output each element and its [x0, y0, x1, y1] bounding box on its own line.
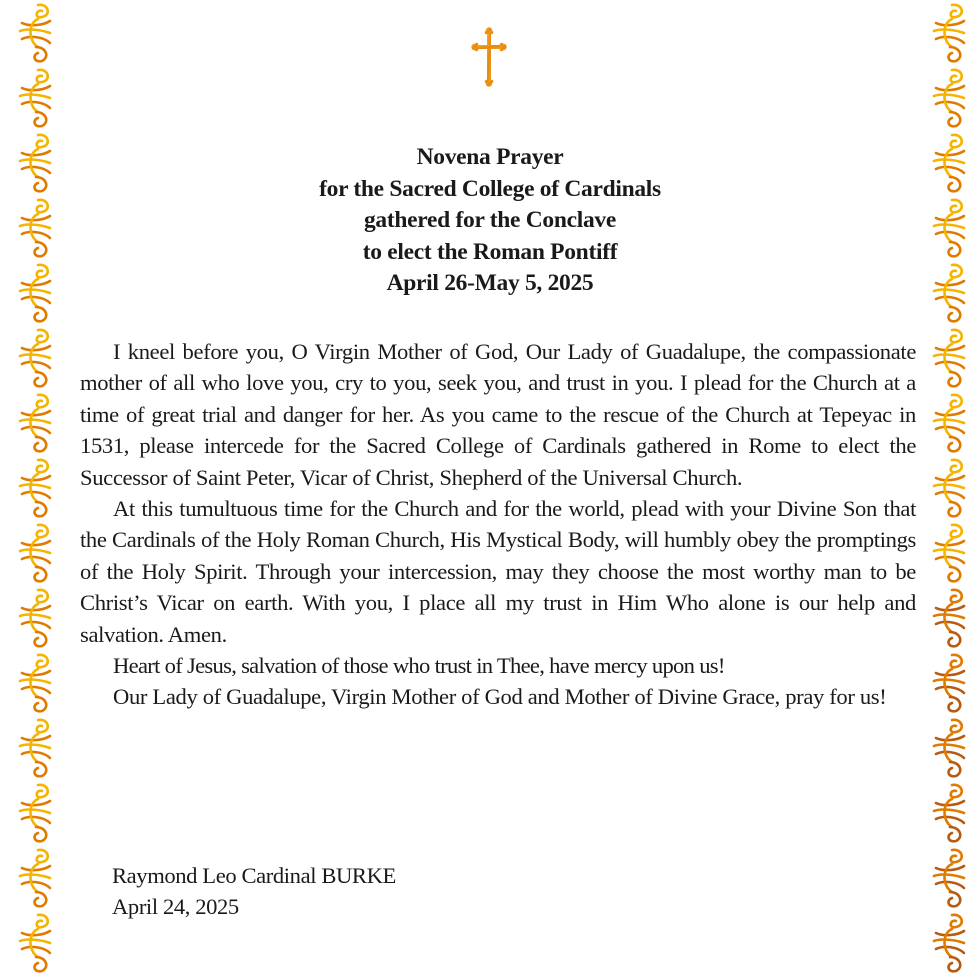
title-line: Novena Prayer [416, 144, 564, 170]
scroll-flourish-icon [14, 521, 54, 585]
signature-block [112, 860, 396, 923]
scroll-flourish-icon [14, 651, 54, 715]
scroll-flourish-icon [928, 391, 968, 455]
scroll-flourish-icon [928, 781, 968, 845]
title-line: to elect the Roman Pontiff [362, 238, 618, 265]
title-date: April 26-May 5, 2025 [386, 270, 594, 296]
scroll-flourish-icon [928, 586, 968, 650]
prayer-paragraph: At this tumultuous time for the Church and for the world, plead with your Divine Son that the Cardinals of the Holy Roman Church, His Mystical Body, will humbly obey the promptings of the Holy Spirit. Through your intercession, may they choose the most worthy man to be Christ’s Vicar on earth. With you, I place all my trust in Him Who alone is our help and salvation. Amen. [80, 496, 916, 647]
scroll-flourish-icon [14, 781, 54, 845]
invocation-heart-of-jesus: Heart of Jesus, salvation of those who trust in Thee, have mercy upon us! [113, 653, 725, 679]
scroll-flourish-icon [14, 586, 54, 650]
scroll-flourish-icon [928, 846, 968, 910]
scroll-flourish-icon [928, 521, 968, 585]
scroll-flourish-icon [14, 66, 54, 130]
scroll-flourish-icon [14, 716, 54, 780]
scroll-flourish-icon [14, 846, 54, 910]
scroll-flourish-icon [14, 456, 54, 520]
signature-date: April 24, 2025 [112, 894, 239, 920]
scroll-flourish-icon [14, 391, 54, 455]
scroll-flourish-icon [928, 66, 968, 130]
prayer-paragraph: I kneel before you, O Virgin Mother of God, Our Lady of Guadalupe, the compassionate mother of all who love you, cry to you, seek you, and trust in you. I plead for the Church at a time of great trial and danger for her. As you came to the rescue of the Church at Tepeyac in 1531, please intercede for the Sacred College of Cardinals gathered in Rome to elect the Successor of Saint Peter, Vicar of Christ, Shepherd of the Universal Church. [80, 339, 916, 490]
cross-icon [471, 26, 507, 88]
signatory-name: Raymond Leo Cardinal BURKE [112, 863, 396, 888]
scroll-flourish-icon [928, 651, 968, 715]
title-line: for the Sacred College of Cardinals [319, 175, 661, 202]
scroll-flourish-icon [14, 911, 54, 975]
scroll-flourish-icon [14, 326, 54, 390]
scroll-flourish-icon [14, 1, 54, 65]
scroll-flourish-icon [928, 716, 968, 780]
prayer-title [0, 142, 980, 300]
scroll-flourish-icon [928, 456, 968, 520]
scroll-flourish-icon [928, 911, 968, 975]
prayer-body [80, 336, 916, 713]
title-line: gathered for the Conclave [363, 207, 617, 233]
scroll-flourish-icon [928, 326, 968, 390]
invocation-our-lady: Our Lady of Guadalupe, Virgin Mother of God and Mother of Divine Grace, pray for us! [113, 684, 887, 710]
scroll-flourish-icon [928, 1, 968, 65]
